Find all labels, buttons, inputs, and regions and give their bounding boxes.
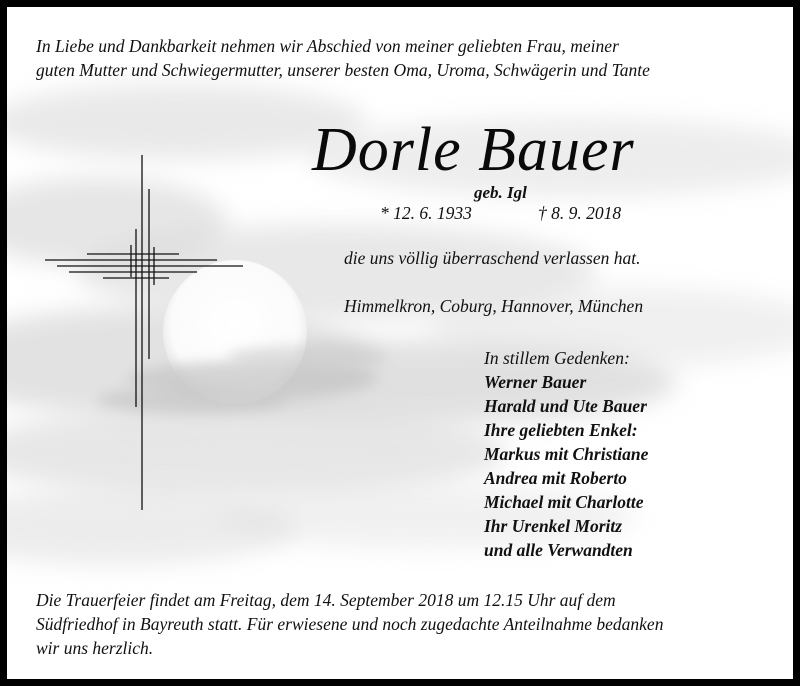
mourners-list (484, 370, 648, 562)
closing-line-2: Südfriedhof in Bayreuth statt. Für erwiesene und noch zugedachte Anteilnahme bedanken (36, 614, 664, 634)
mourner-name: Ihr Urenkel Moritz (484, 516, 623, 536)
maiden-name: geb. Igl (474, 183, 527, 202)
passing-text: die uns völlig überraschend verlassen hat. (344, 248, 641, 268)
closing-line-3: wir uns herzlich. (36, 638, 154, 658)
death-date: † 8. 9. 2018 (538, 203, 622, 223)
mourner-name: Markus mit Christiane (484, 444, 649, 464)
mourner-name: Harald und Ute Bauer (484, 396, 647, 416)
mourner-name: Michael mit Charlotte (484, 492, 644, 512)
places-list: Himmelkron, Coburg, Hannover, München (344, 296, 644, 316)
clouds-background (7, 7, 793, 679)
closing-line-1: Die Trauerfeier findet am Freitag, dem 14. September 2018 um 12.15 Uhr auf dem (36, 590, 616, 610)
intro-line-2: guten Mutter und Schwiegermutter, unserer besten Oma, Uroma, Schwägerin und Tante (36, 60, 650, 80)
mourner-name: Ihre geliebten Enkel: (484, 420, 638, 440)
mourner-name: und alle Verwandten (484, 540, 633, 560)
birth-date: * 12. 6. 1933 (380, 203, 472, 223)
intro-line-1: In Liebe und Dankbarkeit nehmen wir Abschied von meiner geliebten Frau, meiner (36, 36, 619, 56)
deceased-name: Dorle Bauer (312, 116, 635, 184)
mourner-name: Andrea mit Roberto (484, 468, 627, 488)
mourner-name: Werner Bauer (484, 372, 587, 392)
mourners-intro: In stillem Gedenken: (484, 348, 630, 368)
